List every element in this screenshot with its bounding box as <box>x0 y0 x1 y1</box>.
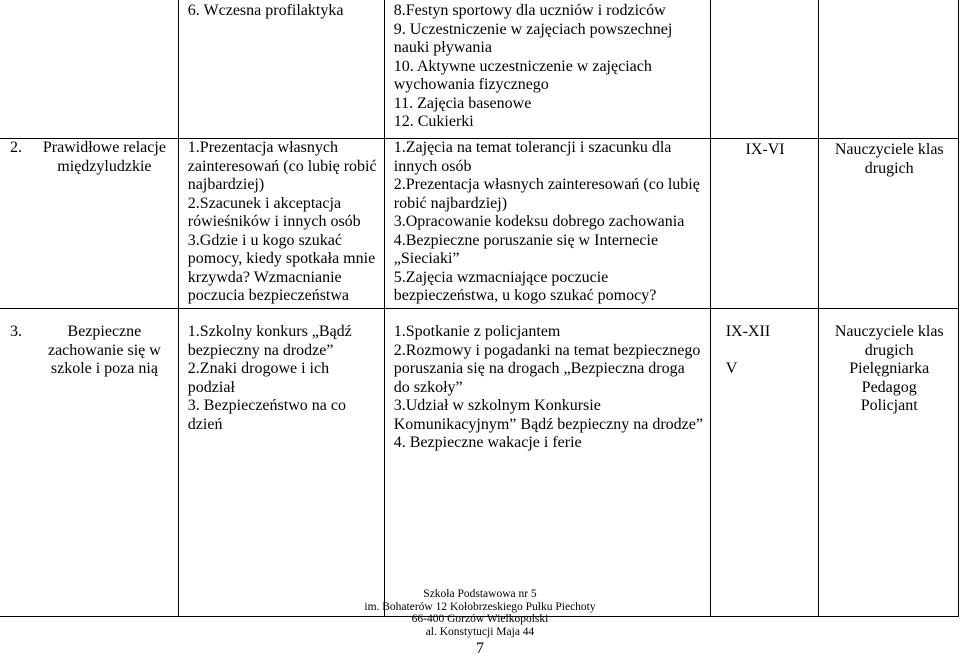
cell-line: zainteresowań (co lubię robić <box>187 157 377 175</box>
goals-cell <box>178 139 384 309</box>
grades-cell <box>710 139 819 309</box>
responsible-cell <box>819 139 959 309</box>
cell-line: 1.Spotkanie z policjantem <box>393 323 561 340</box>
grades-cell <box>710 309 819 617</box>
school-footer <box>0 588 960 660</box>
table-row <box>0 139 959 309</box>
table-row <box>0 0 959 139</box>
cell-line: 6. Wczesna profilaktyka <box>187 2 344 19</box>
cell-line: Pedagog <box>861 378 917 396</box>
cell-line: 5.Zajęcia wzmacniające poczucie <box>393 268 609 286</box>
cell-line: 1.Prezentacja własnych <box>187 139 338 156</box>
cell-line: bezpieczny na drodze” <box>187 341 334 359</box>
cell-line: 9. Uczestniczenie w zajęciach powszechnej <box>393 20 673 38</box>
cell-line: 2.Znaki drogowe i ich <box>187 360 330 377</box>
cell-line: 1.Szkolny konkurs „Bądź <box>187 323 352 340</box>
cell-line: rówieśników i innych osób <box>187 213 361 230</box>
cell-line: robić najbardziej) <box>393 194 508 212</box>
cell-line: drugich <box>864 341 914 359</box>
cell-line <box>726 342 813 361</box>
cell-line: do szkoły” <box>393 378 463 396</box>
table-row <box>0 309 959 617</box>
cell-line: Komunikacyjnym” Bądź bezpieczny na drodze” <box>393 415 703 433</box>
school-street: al. Konstytucji Maja 44 <box>425 625 535 638</box>
cell-line: IX-VI <box>745 141 785 158</box>
topic-cell <box>0 309 178 617</box>
cell-line: 11. Zajęcia basenowe <box>393 94 532 112</box>
cell-line: IX-XII <box>725 323 771 340</box>
cell-line: innych osób <box>393 157 472 175</box>
cell-line: 2.Rozmowy i pogadanki na temat bezpiecznego <box>393 341 701 359</box>
responsible-cell <box>819 0 959 139</box>
responsible-cell <box>819 309 959 617</box>
goals-cell <box>178 0 384 139</box>
cell-line: wychowania fizycznego <box>393 76 549 93</box>
cell-line: pomocy, kiedy spotkała mnie <box>187 250 376 267</box>
topic-title: Bezpieczne zachowanie się w szkole i poza nią <box>47 323 161 377</box>
cell-line: 4. Bezpieczne wakacje i ferie <box>393 434 582 451</box>
cell-line: nauki pływania <box>393 39 492 56</box>
cell-line: poruszania się na drogach „Bezpieczna droga <box>393 360 685 377</box>
cell-line: Policjant <box>860 397 918 414</box>
cell-line: 3.Opracowanie kodeksu dobrego zachowania <box>393 213 685 230</box>
school-name: Szkoła Podstawowa nr 5 <box>423 588 537 600</box>
cell-line: 2.Prezentacja własnych zainteresowań (co lubię <box>393 176 700 193</box>
cell-line: poczucia bezpieczeństwa <box>187 287 350 304</box>
cell-line: drugich <box>864 159 914 177</box>
tasks-cell <box>384 309 710 617</box>
topic-cell <box>0 0 178 139</box>
row-number: 3. <box>10 323 22 340</box>
grades-cell <box>710 0 819 139</box>
cell-line: Nauczyciele klas <box>834 141 944 158</box>
cell-line: 3.Udział w szkolnym Konkursie <box>393 397 601 414</box>
cell-line: „Sieciaki” <box>393 250 460 267</box>
cell-line: podział <box>187 378 235 396</box>
cell-line: 1.Zajęcia na temat tolerancji i szacunku dla <box>393 139 672 156</box>
cell-line: 8.Festyn sportowy dla uczniów i rodziców <box>393 2 666 19</box>
cell-line: krzywda? Wzmacnianie <box>187 268 342 286</box>
cell-line: Nauczyciele klas <box>834 323 944 340</box>
goals-cell <box>178 309 384 617</box>
tasks-cell <box>384 0 710 139</box>
cell-line: 2.Szacunek i akceptacja <box>187 194 342 212</box>
cell-line: 3. Bezpieczeństwo na co <box>187 397 346 414</box>
cell-line: 12. Cukierki <box>393 113 474 130</box>
cell-line: Pielęgniarka <box>849 360 930 377</box>
cell-line: 10. Aktywne uczestniczenie w zajęciach <box>393 57 652 75</box>
row-number: 2. <box>10 139 22 156</box>
tasks-cell <box>384 139 710 309</box>
cell-line: V <box>725 360 738 377</box>
cell-line: najbardziej) <box>187 176 265 193</box>
cell-line: dzień <box>187 415 223 433</box>
topic-cell <box>0 139 178 309</box>
school-city: 66-400 Gorzów Wielkopolski <box>411 613 549 625</box>
school-patron: im. Bohaterów 12 Kołobrzeskiego Pułku Piechoty <box>364 600 596 613</box>
topic-title: Prawidłowe relacje międzyludzkie <box>42 139 166 175</box>
cell-line: 4.Bezpieczne poruszanie się w Internecie <box>393 231 659 249</box>
cell-line: bezpieczeństwa, u kogo szukać pomocy? <box>393 287 657 304</box>
page-number: 7 <box>476 640 484 657</box>
cell-line: 3.Gdzie i u kogo szukać <box>187 231 342 249</box>
